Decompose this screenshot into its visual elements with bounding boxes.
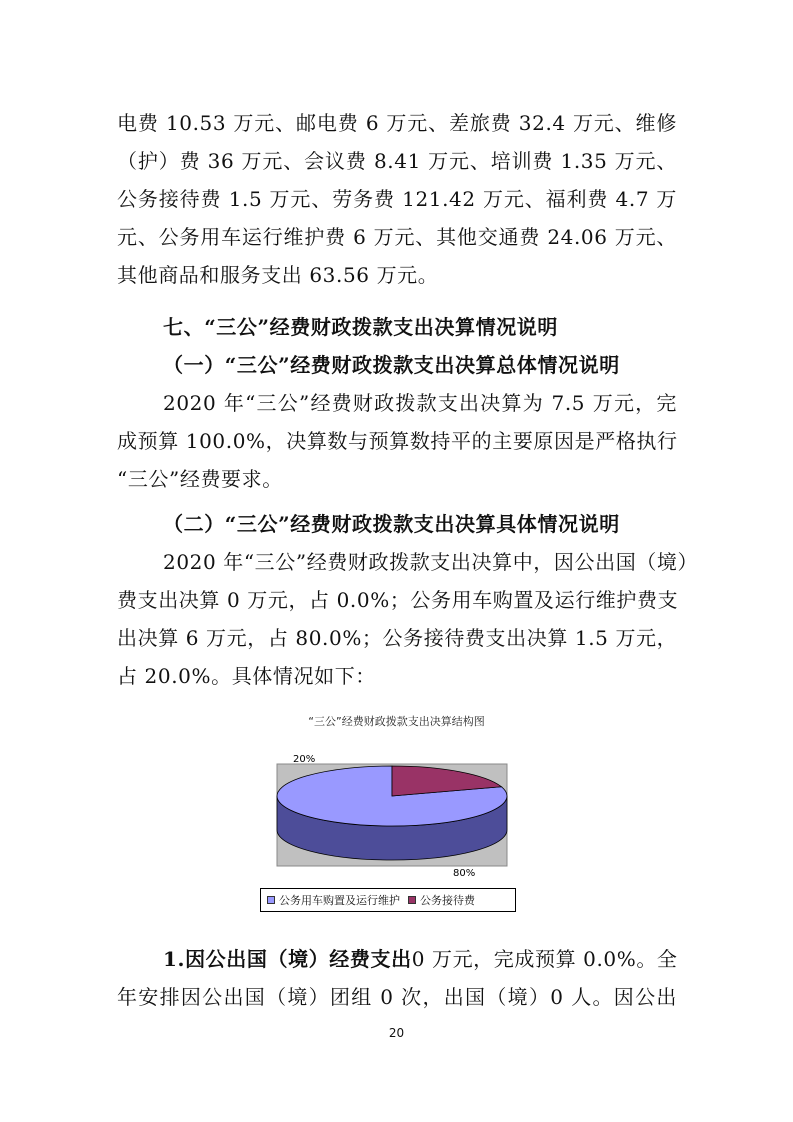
text-rest: 0 万元，完成预算 0.0%。全 <box>411 947 678 971</box>
data-label-20: 20% <box>293 754 316 765</box>
text-line: 电费 10.53 万元、邮电费 6 万元、差旅费 32.4 万元、维修 <box>117 111 677 135</box>
legend-label: 公务用车购置及运行维护 <box>279 894 400 907</box>
text-line: 费支出决算 0 万元，占 0.0%；公务用车购置及运行维护费支 <box>117 588 679 612</box>
legend-item <box>408 892 475 908</box>
text-line: 2020 年“三公”经费财政拨款支出决算中，因公出国（境） <box>163 550 699 574</box>
legend-label: 公务接待费 <box>420 894 475 907</box>
text-line: 出决算 6 万元，占 80.0%；公务接待费支出决算 1.5 万元， <box>117 626 678 650</box>
section-heading-7: 七、“三公”经费财政拨款支出决算情况说明 <box>163 315 559 339</box>
text-line: 占 20.0%。具体情况如下： <box>117 664 376 688</box>
text-line: 公务接待费 1.5 万元、劳务费 121.42 万元、福利费 4.7 万 <box>117 187 677 211</box>
pie-chart <box>255 752 515 882</box>
data-label-80: 80% <box>453 868 476 879</box>
subsection-heading-7-2: （二）“三公”经费财政拨款支出决算具体情况说明 <box>163 512 620 536</box>
text-line: “三公”经费要求。 <box>117 467 283 491</box>
legend-item <box>267 892 400 908</box>
text-line: （护）费 36 万元、会议费 8.41 万元、培训费 1.35 万元、 <box>117 149 677 173</box>
text-line: 其他商品和服务支出 63.56 万元。 <box>117 263 439 287</box>
text-line: 成预算 100.0%，决算数与预算数持平的主要原因是严格执行 <box>117 429 678 453</box>
page-number: 20 <box>388 1026 405 1040</box>
text-line <box>163 946 677 972</box>
chart-legend <box>260 888 516 912</box>
text-line: 元、公务用车运行维护费 6 万元、其他交通费 24.06 万元、 <box>117 225 677 249</box>
legend-swatch <box>267 896 275 904</box>
legend-swatch <box>408 896 416 904</box>
subsection-heading-7-1: （一）“三公”经费财政拨款支出决算总体情况说明 <box>163 353 620 377</box>
bold-lead: 1.因公出国（境）经费支出 <box>163 947 412 971</box>
text-line: 年安排因公出国（境）团组 0 次，出国（境）0 人。因公出 <box>117 985 677 1009</box>
text-line: 2020 年“三公”经费财政拨款支出决算为 7.5 万元，完 <box>163 391 677 415</box>
chart-title: “三公”经费财政拨款支出决算结构图 <box>308 715 485 728</box>
